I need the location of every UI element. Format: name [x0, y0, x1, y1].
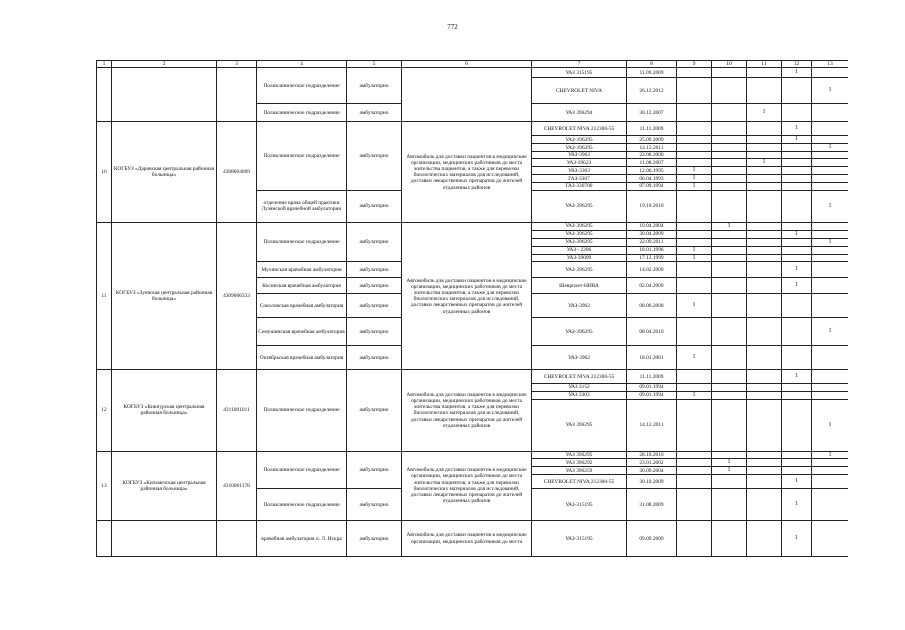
date-cell: 14.12.2011: [627, 399, 677, 451]
vehicle-cell: УАЗ 3152: [532, 384, 627, 391]
mark-cell: 1: [812, 78, 849, 104]
date-cell: 22.08.2000: [627, 152, 677, 159]
row-number: 11: [97, 222, 112, 369]
mode-cell: амбулаторно: [347, 68, 402, 104]
unit-cell: отделение врача общей практики Лузянской врачебной амбулатории: [257, 190, 347, 222]
vehicle-cell: УАЗ 396295: [532, 399, 627, 451]
date-cell: 09.09.2009: [627, 521, 677, 557]
mode-cell: амбулаторно: [347, 262, 402, 278]
header-cell: 4: [257, 61, 347, 68]
date-cell: 18.01.1996: [627, 246, 677, 254]
mark-cell: 1: [677, 294, 712, 318]
unit-cell: Косинская врачебная амбулатория: [257, 278, 347, 294]
date-cell: 30.09.2004: [627, 467, 677, 475]
vehicle-cell: Шевролет-НИВА: [532, 278, 627, 294]
date-cell: 11.11.2009: [627, 122, 677, 136]
purpose-cell: Автомобиль для доставки пациентов в медицинские организации, медицинских работников до места жительства пациентов, а также для перевозки биологических материалов для исследований, доставки лекарственных препаратов до жителей отдаленных районов: [402, 222, 532, 369]
mode-cell: амбулаторно: [347, 122, 402, 191]
table-row: [97, 222, 849, 230]
date-cell: 26.12.2012: [627, 78, 677, 104]
date-cell: 09.01.1994: [627, 384, 677, 391]
date-cell: 28.10.2010: [627, 451, 677, 459]
vehicle-cell: УАЗ-3303: [532, 167, 627, 175]
date-cell: 19.10.2010: [627, 190, 677, 222]
mark-cell: 1: [782, 262, 812, 278]
unit-cell: Мухинская врачебная амбулатория: [257, 262, 347, 278]
header-cell: 8: [627, 61, 677, 68]
mode-cell: амбулаторно: [347, 278, 402, 294]
vehicle-cell: УАЗ - 2206: [532, 246, 627, 254]
mark-cell: 1: [782, 230, 812, 238]
vehicle-cell: УАЗ-396295: [532, 222, 627, 230]
unit-cell: Поликлиническое подразделение: [257, 451, 347, 489]
date-cell: 12.12.2011: [627, 144, 677, 152]
header-cell: 3: [217, 61, 257, 68]
vehicle-cell: УАЗ-3962: [532, 152, 627, 159]
date-cell: 30.04.2009: [627, 230, 677, 238]
vehicle-cell: УАЗ-396295: [532, 136, 627, 144]
mode-cell: амбулаторно: [347, 318, 402, 346]
mark-cell: 1: [782, 489, 812, 521]
vehicle-cell: УАЗ-396295: [532, 262, 627, 278]
mode-cell: амбулаторно: [347, 451, 402, 489]
unit-cell: Поликлиническое подразделение: [257, 222, 347, 261]
unit-cell: Октябрьская врачебная амбулатория: [257, 346, 347, 370]
date-cell: 10.04.2004: [627, 222, 677, 230]
vehicle-cell: УАЗ 396295: [532, 451, 627, 459]
header-cell: 9: [677, 61, 712, 68]
organization-cell: КОГБУЗ «Кикнурская центральная районная больница»: [112, 370, 217, 451]
header-cell: 6: [402, 61, 532, 68]
header-cell: 1: [97, 61, 112, 68]
unit-cell: Поликлиническое подразделение: [257, 68, 347, 104]
mark-cell: 1: [747, 104, 782, 122]
vehicle-cell: УАЗ-39623: [532, 159, 627, 167]
header-cell: 10: [712, 61, 747, 68]
date-cell: 30.10.2009: [627, 475, 677, 489]
date-cell: 08.04.2010: [627, 318, 677, 346]
mark-cell: 1: [677, 246, 712, 254]
mark-cell: 1: [677, 254, 712, 262]
vehicle-cell: УАЗ 3303: [532, 391, 627, 399]
unit-cell: Семушинская врачебная амбулатория: [257, 318, 347, 346]
vehicle-cell: УАЗ-396295: [532, 230, 627, 238]
mark-cell: 1: [812, 399, 849, 451]
mark-cell: 1: [812, 144, 849, 152]
unit-cell: Поликлиническое подразделение: [257, 104, 347, 122]
date-cell: 12.06.1995: [627, 167, 677, 175]
date-cell: 11.08.2007: [627, 159, 677, 167]
purpose-cell: Автомобиль для доставки пациентов в медицинские организации, медицинских работников до места жительства пациентов, а также для перевозки биологических материалов для исследований, доставки лекарственных препаратов до жителей отдаленных районов: [402, 122, 532, 223]
row-number: 12: [97, 370, 112, 451]
header-cell: 11: [747, 61, 782, 68]
organization-cell: КОГБУЗ «Даровская центральная районная больница»: [112, 122, 217, 223]
mode-cell: амбулаторно: [347, 190, 402, 222]
unit-cell: врачебная амбулатория п. Л. Искра: [257, 521, 347, 557]
vehicle-cell: УАЗ 396292: [532, 459, 627, 467]
vehicle-cell: ГАЗ-3307: [532, 175, 627, 183]
vehicle-cell: УАЗ-396295: [532, 190, 627, 222]
vehicle-cell: CHEVROLET NIVA 212300-55: [532, 122, 627, 136]
header-cell: 7: [532, 61, 627, 68]
date-cell: 02.04.2009: [627, 278, 677, 294]
date-cell: 08.06.2000: [627, 294, 677, 318]
mode-cell: амбулаторно: [347, 104, 402, 122]
mark-cell: 1: [747, 159, 782, 167]
mode-cell: амбулаторно: [347, 346, 402, 370]
mark-cell: 1: [812, 318, 849, 346]
mark-cell: 1: [677, 183, 712, 191]
vehicle-table: [96, 60, 848, 557]
mark-cell: 1: [782, 122, 812, 136]
vehicle-cell: УАЗ-315195: [532, 489, 627, 521]
mark-cell: 1: [782, 370, 812, 384]
date-cell: 30.12.2007: [627, 104, 677, 122]
mark-cell: 1: [782, 68, 812, 78]
mark-cell: 1: [712, 467, 747, 475]
code-cell: 4311001011: [217, 370, 257, 451]
vehicle-cell: УАЗ-3962: [532, 346, 627, 370]
date-cell: 06.04.1993: [627, 175, 677, 183]
table-row: [97, 370, 849, 384]
mark-cell: 1: [812, 190, 849, 222]
purpose-cell: Автомобиль для доставки пациентов в медицинские организации, медицинских работников до места: [402, 521, 532, 557]
code-cell: 4308004069: [217, 122, 257, 223]
vehicle-cell: УАЗ 396294: [532, 104, 627, 122]
mark-cell: 1: [812, 238, 849, 246]
unit-cell: Поликлиническое подразделение: [257, 489, 347, 521]
vehicle-cell: УАЗ-39099: [532, 254, 627, 262]
header-cell: 2: [112, 61, 217, 68]
vehicle-cell: УАЗ-3962: [532, 294, 627, 318]
organization-cell: КОГБУЗ «Кильмезская центральная районная больница»: [112, 451, 217, 521]
organization-cell: КОГБУЗ «Зуевская центральная районная больница»: [112, 222, 217, 369]
mode-cell: амбулаторно: [347, 294, 402, 318]
date-cell: 17.12.1999: [627, 254, 677, 262]
vehicle-cell: ГАЗ-330700: [532, 183, 627, 191]
unit-cell: Соколовская врачебная амбулатория: [257, 294, 347, 318]
vehicle-cell: УАЗ-396295: [532, 318, 627, 346]
mode-cell: амбулаторно: [347, 370, 402, 451]
date-cell: 18.01.2001: [627, 346, 677, 370]
date-cell: 23.01.2002: [627, 459, 677, 467]
mark-cell: 1: [782, 136, 812, 144]
vehicle-cell: CHEVROLET NIVA: [532, 78, 627, 104]
table-container: [96, 60, 848, 630]
code-cell: 4310001178: [217, 451, 257, 521]
mark-cell: 1: [677, 391, 712, 399]
vehicle-cell: УАЗ-315195: [532, 521, 627, 557]
date-cell: 11.11.2009: [627, 370, 677, 384]
unit-cell: Поликлиническое подразделение: [257, 122, 347, 191]
mark-cell: 1: [677, 346, 712, 370]
date-cell: 11.09.2009: [627, 68, 677, 78]
date-cell: 25.09.2009: [627, 136, 677, 144]
header-cell: 13: [812, 61, 849, 68]
header-cell: 5: [347, 61, 402, 68]
vehicle-cell: УАЗ-396295: [532, 238, 627, 246]
mark-cell: 1: [782, 521, 812, 557]
vehicle-cell: УАЗ-396295: [532, 144, 627, 152]
purpose-cell: Автомобиль для доставки пациентов в медицинские организации, медицинских работников до места жительства пациентов, а также для перевозки биологических материалов для исследований, доставки лекарственных препаратов до жителей отдаленных районов: [402, 451, 532, 521]
code-cell: 4309006333: [217, 222, 257, 369]
date-cell: 07.09.1994: [627, 183, 677, 191]
page-number: 772: [447, 23, 458, 31]
table-row: [97, 122, 849, 136]
row-number: 10: [97, 122, 112, 223]
mark-cell: 1: [712, 222, 747, 230]
mode-cell: амбулаторно: [347, 489, 402, 521]
unit-cell: Поликлиническое подразделение: [257, 370, 347, 451]
mark-cell: 1: [677, 175, 712, 183]
table-row: [97, 451, 849, 459]
vehicle-cell: УАЗ 315195: [532, 68, 627, 78]
mode-cell: амбулаторно: [347, 521, 402, 557]
date-cell: 22.09.2011: [627, 238, 677, 246]
table-row: [97, 68, 849, 78]
header-row: [97, 61, 849, 68]
mark-cell: 1: [812, 451, 849, 459]
date-cell: 31.08.2009: [627, 489, 677, 521]
header-cell: 12: [782, 61, 812, 68]
mark-cell: 1: [782, 278, 812, 294]
mark-cell: 1: [782, 475, 812, 489]
mode-cell: амбулаторно: [347, 222, 402, 261]
table-row: [97, 521, 849, 557]
mark-cell: 1: [712, 459, 747, 467]
vehicle-cell: CHEVROLET NIVA 212300-55: [532, 475, 627, 489]
purpose-cell: Автомобиль для доставки пациентов в медицинские организации, медицинских работников до места жительства пациентов, а также для перевозки биологических материалов для исследований, доставки лекарственных препаратов до жителей отдаленных районов: [402, 370, 532, 451]
date-cell: 14.02.2009: [627, 262, 677, 278]
row-number: 13: [97, 451, 112, 521]
vehicle-cell: УАЗ 396259: [532, 467, 627, 475]
mark-cell: 1: [677, 167, 712, 175]
date-cell: 09.01.1994: [627, 391, 677, 399]
vehicle-cell: CHEVROLET NIVA 212300-55: [532, 370, 627, 384]
